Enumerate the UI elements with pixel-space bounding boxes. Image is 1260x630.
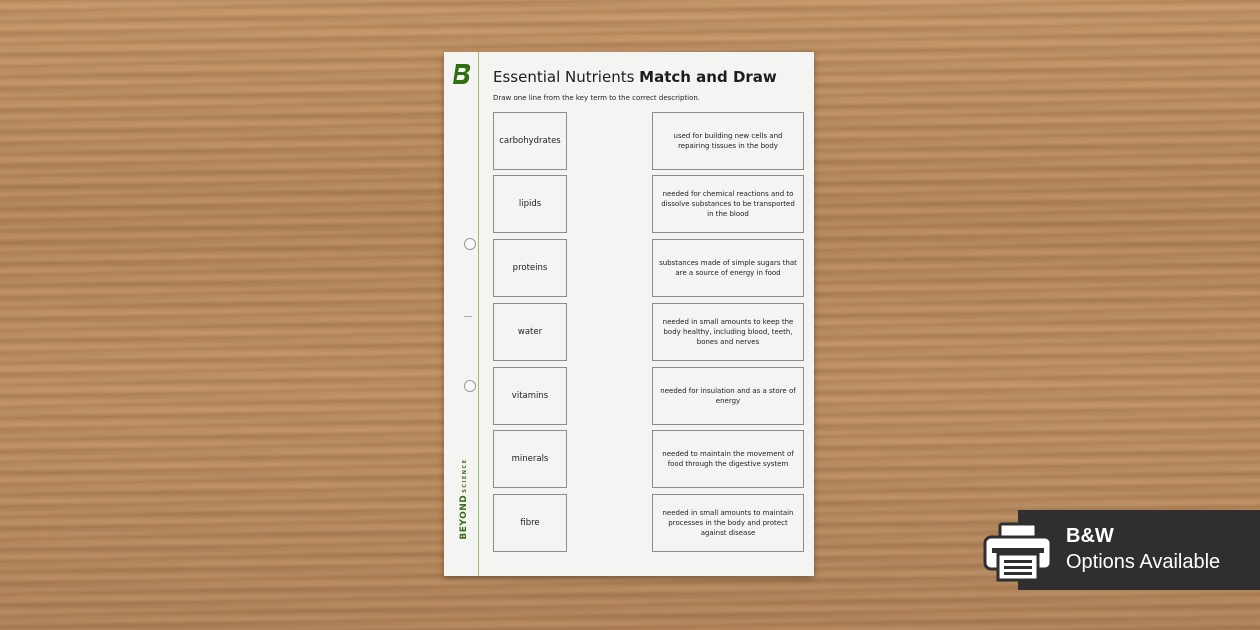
printer-icon — [982, 520, 1054, 584]
brand-sub: SCIENCE — [462, 458, 468, 493]
key-term-box: proteins — [493, 239, 567, 297]
key-term-box: lipids — [493, 175, 567, 233]
brand-main: BEYOND — [459, 494, 469, 540]
description-box: substances made of simple sugars that are a source of energy in food — [652, 239, 804, 297]
bw-options-badge — [1018, 510, 1260, 590]
key-term-box: water — [493, 303, 567, 361]
key-term-box: fibre — [493, 494, 567, 552]
brand-wordmark — [451, 451, 469, 547]
description-box: needed for chemical reactions and to dissolve substances to be transported in the blood — [652, 175, 804, 233]
worksheet-title — [493, 68, 777, 86]
description-box: needed for insulation and as a store of energy — [652, 367, 804, 425]
instruction-text: Draw one line from the key term to the correct description. — [493, 94, 701, 102]
title-bold: Match and Draw — [639, 68, 777, 86]
description-box: used for building new cells and repairing tissues in the body — [652, 112, 804, 170]
description-box: needed in small amounts to maintain processes in the body and protect against disease — [652, 494, 804, 552]
worksheet-spine — [444, 52, 479, 576]
key-term-box: carbohydrates — [493, 112, 567, 170]
key-term-box: vitamins — [493, 367, 567, 425]
punch-hole — [464, 238, 476, 250]
fold-mark — [464, 316, 472, 317]
beyond-logo-icon — [452, 62, 472, 86]
punch-hole — [464, 380, 476, 392]
key-term-box: minerals — [493, 430, 567, 488]
worksheet-page — [444, 52, 814, 576]
title-regular: Essential Nutrients — [493, 68, 640, 86]
description-box: needed to maintain the movement of food through the digestive system — [652, 430, 804, 488]
badge-subtitle: Options Available — [1066, 551, 1221, 573]
description-box: needed in small amounts to keep the body healthy, including blood, teeth, bones and nerves — [652, 303, 804, 361]
badge-title: B&W — [1066, 525, 1114, 547]
